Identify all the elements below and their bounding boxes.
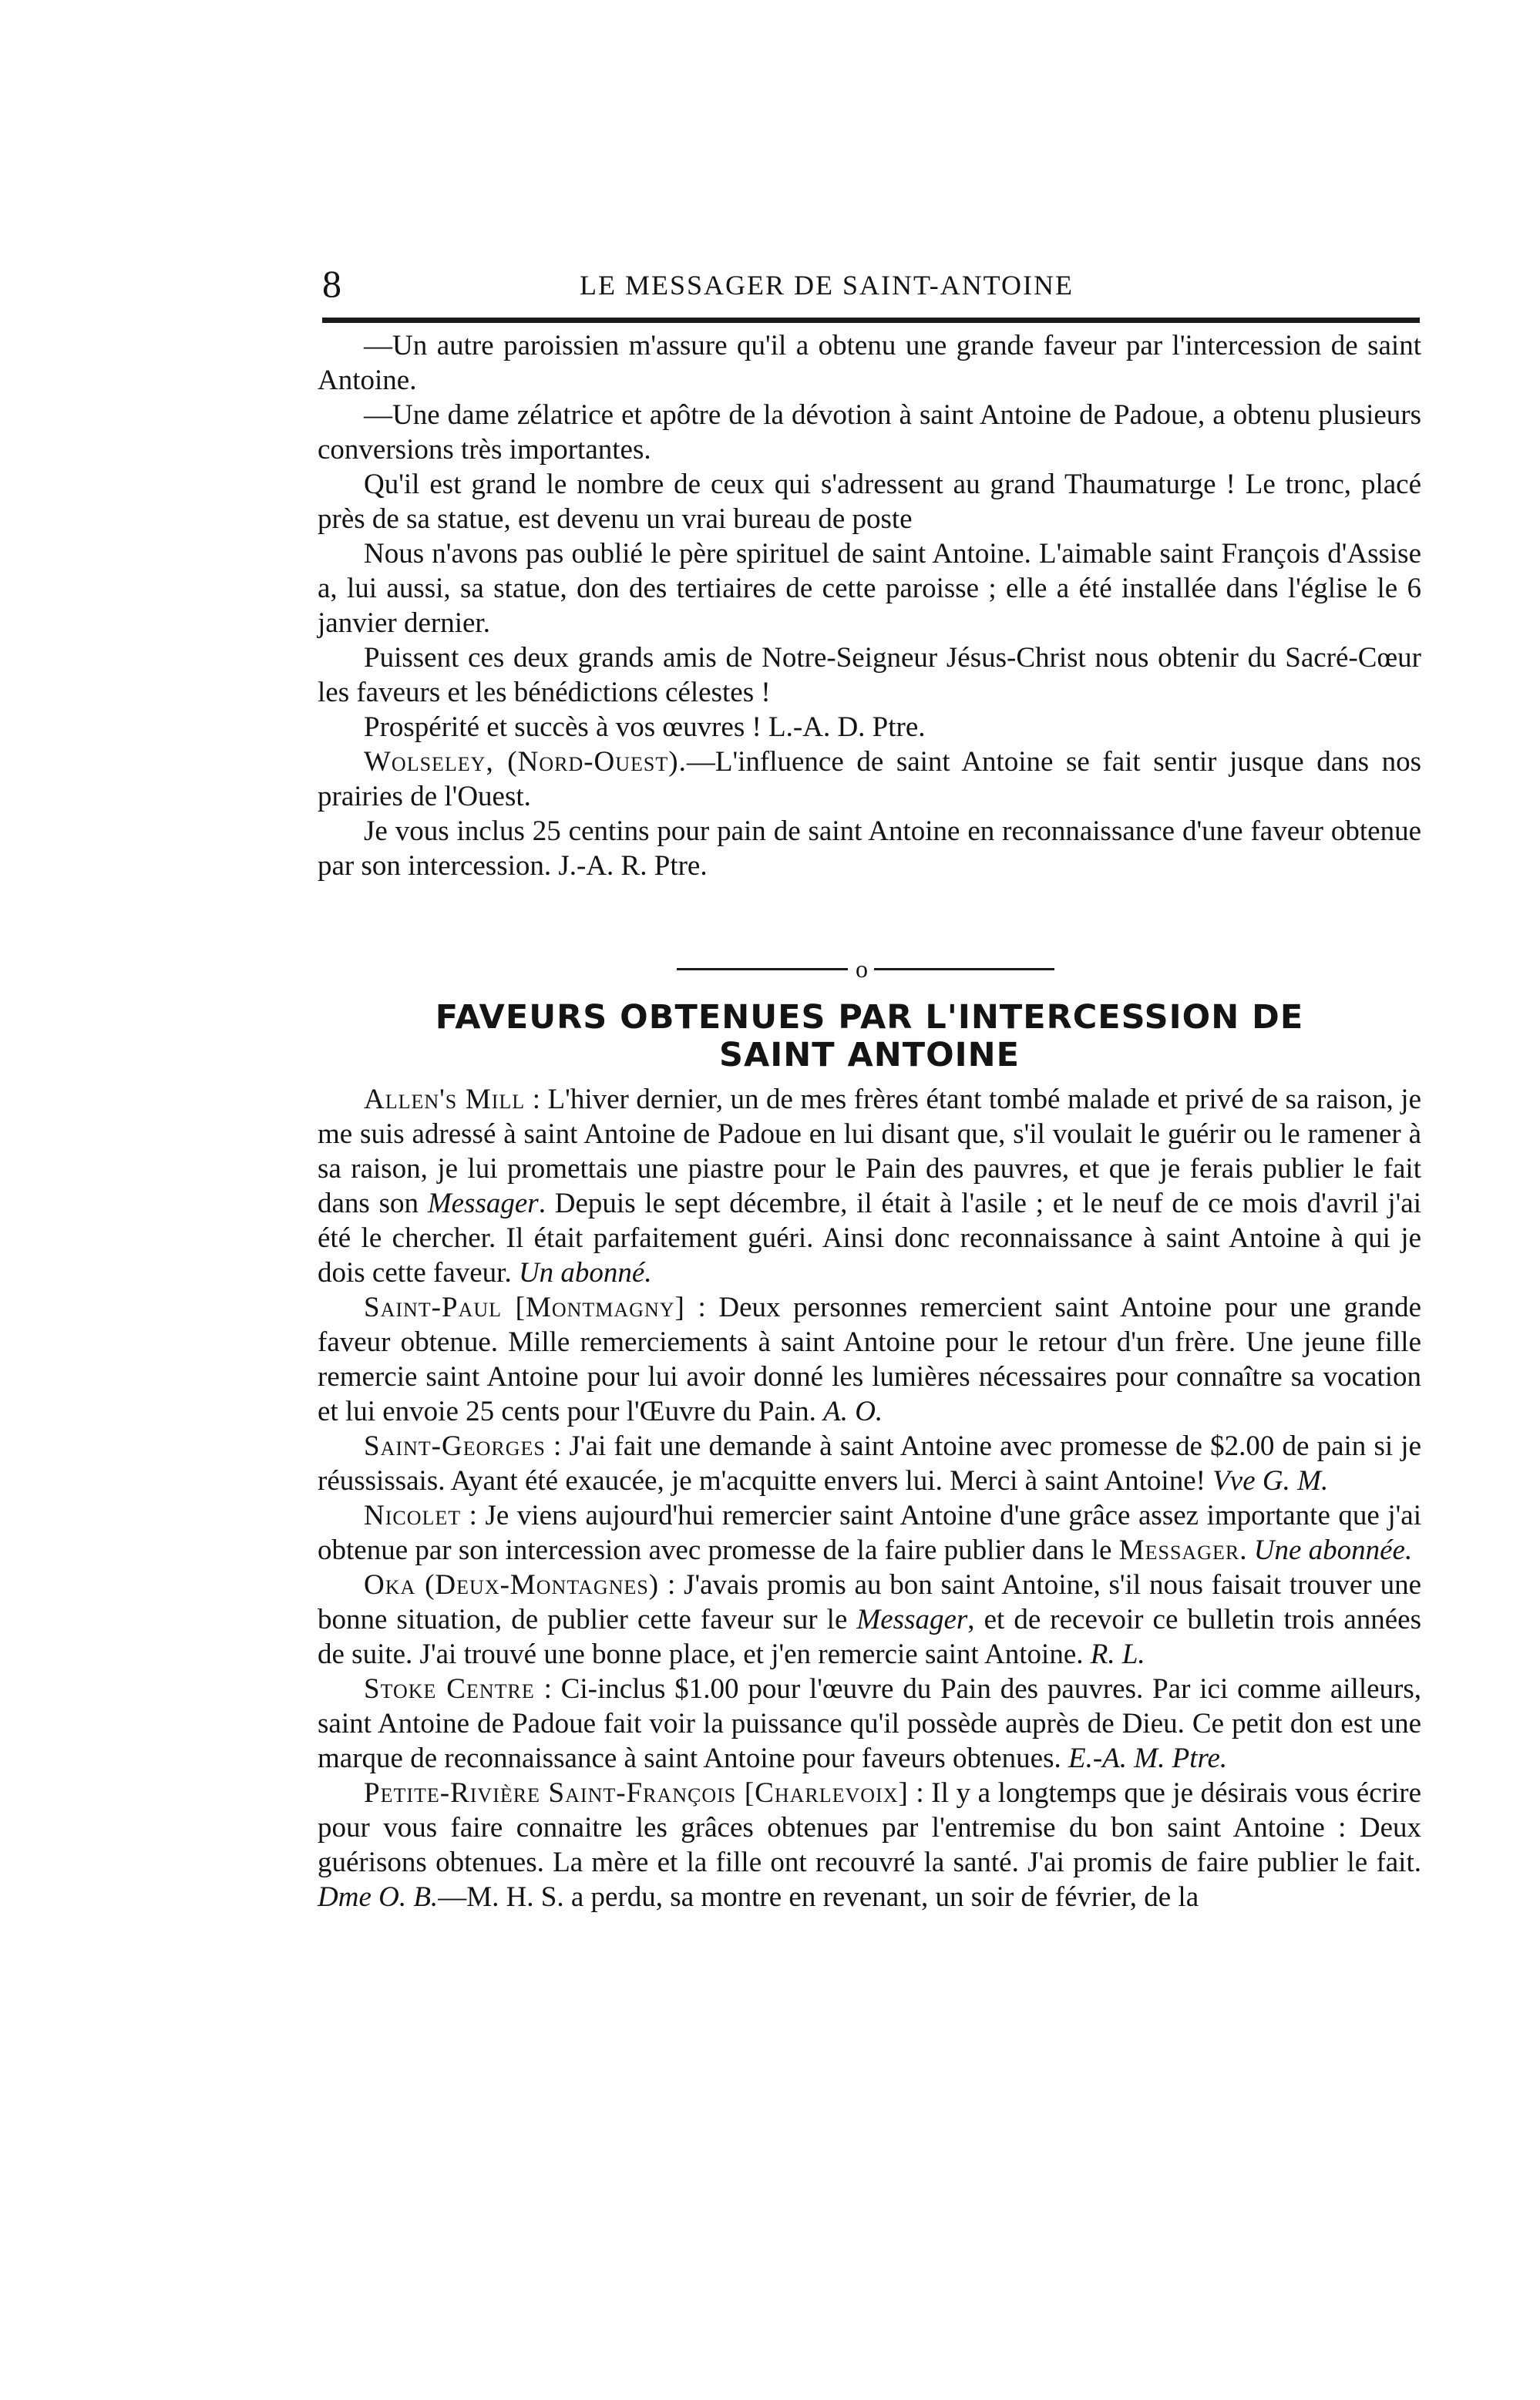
place-name: Stoke Centre [364, 1673, 535, 1705]
favour-entry [318, 1082, 1421, 1290]
place-name: Allen's Mill [364, 1084, 526, 1115]
signature: E.-A. M. Ptre. [1068, 1743, 1228, 1774]
favour-entry [318, 1290, 1421, 1429]
paragraph [318, 536, 1421, 640]
favour-entry [318, 1498, 1421, 1568]
place-name: Nicolet [364, 1500, 462, 1531]
place-name: Saint-Paul [Montmagny] [364, 1292, 685, 1323]
publication-name: Messager [1118, 1534, 1240, 1566]
separator-ornament: o [856, 955, 868, 983]
section-heading [318, 999, 1421, 1074]
letter-continuation [318, 328, 1421, 883]
entry-text: : Ci-inclus $1.00 pour l'œuvre du Pain des pauvres. Par ici comme ailleurs, saint Antoine de Padoue fait voir la puissance qu'il possède auprès de Dieu. Ce petit don est une marque de reconnaissance à saint Antoine pour faveurs obtenues. [318, 1673, 1421, 1774]
entry-text: : L'hiver dernier, un de mes frères étant tombé malade et privé de sa raison, je me suis adressé à saint Antoine de Padoue en lui disant que, s'il voulait le guérir ou le ramener à sa raison, je lui promettais une piastre pour le Pain des pauvres, et que je ferais publier le fait dans son [318, 1084, 1421, 1219]
favour-entry [318, 1568, 1421, 1672]
paragraph-text: Nous n'avons pas oublié le père spirituel de saint Antoine. L'aimable saint François d'Assise a, lui aussi, sa statue, don des tertiaires de cette paroisse ; elle a été installée dans l'église le 6 janvier dernier. [318, 538, 1421, 639]
signature: R. L. [1090, 1639, 1145, 1670]
entry-text-continued: —M. H. S. a perdu, sa montre en revenant, un soir de février, de la [438, 1881, 1199, 1913]
entry-text: : Il y a longtemps que je désirais vous écrire pour vous faire connaitre les grâces obtenues par l'entremise du bon saint Antoine : Deux guérisons obtenues. La mère et la fille ont recouvré la santé. J'ai promis de faire publier le fait. [318, 1777, 1421, 1878]
favours-list [318, 1082, 1421, 1914]
running-title: LE MESSAGER DE SAINT-ANTOINE [580, 270, 1074, 301]
paragraph [318, 745, 1421, 814]
place-name: Oka (Deux-Montagnes) [364, 1569, 660, 1601]
signature: Vve G. M. [1212, 1465, 1329, 1497]
signature: Une abonnée. [1253, 1534, 1413, 1566]
signature: Dme O. B. [318, 1881, 439, 1913]
paragraph-text: —L'influence de saint Antoine se fait sentir jusque dans nos prairies de l'Ouest. [318, 746, 1422, 812]
entry-text: : J'avais promis au bon saint Antoine, s'il nous faisait trouver une bonne situation, de publier cette faveur sur le [318, 1569, 1421, 1635]
entry-text-continued: . Depuis le sept décembre, il était à l'asile ; et le neuf de ce mois d'avril j'ai été le chercher. Il était parfaitement guéri. Ainsi donc reconnaissance à saint Antoine à qui je dois cette faveur. [318, 1188, 1421, 1289]
paragraph [318, 328, 1421, 398]
entry-text: : Je viens aujourd'hui remercier saint Antoine d'une grâce assez importante que j'ai obtenue par son intercession avec promesse de la faire publier dans le [318, 1500, 1421, 1566]
paragraph-text: Prospérité et succès à vos œuvres ! L.-A. D. Ptre. [364, 711, 926, 743]
section-heading-line-2: SAINT ANTOINE [718, 1036, 1021, 1074]
header-rule [322, 318, 1420, 323]
entry-text: : J'ai fait une demande à saint Antoine avec promesse de $2.00 de pain si je réussissais. Ayant été exaucée, je m'acquitte envers lui. Merci à saint Antoine! [318, 1430, 1421, 1497]
section-heading-line-1: FAVEURS OBTENUES PAR L'INTERCESSION DE [435, 998, 1304, 1037]
favour-entry [318, 1776, 1421, 1914]
paragraph [318, 467, 1421, 536]
page-header [322, 259, 1420, 308]
paragraph-text: Qu'il est grand le nombre de ceux qui s'adressent au grand Thaumaturge ! Le tronc, placé près de sa statue, est devenu un vrai bureau de poste [318, 469, 1421, 535]
place-name: Petite-Rivière Saint-François [Charlevoix] [364, 1777, 909, 1809]
paragraph [318, 814, 1421, 883]
entry-text-continued: , et de recevoir ce bulletin trois années de suite. J'ai trouvé une bonne place, et j'en remercie saint Antoine. [318, 1604, 1421, 1670]
signature: A. O. [823, 1396, 883, 1427]
paragraph [318, 398, 1421, 467]
paragraph [318, 640, 1421, 710]
separator-line-left [677, 968, 848, 970]
favour-entry [318, 1429, 1421, 1498]
separator-line-right [874, 968, 1054, 970]
favour-entry [318, 1672, 1421, 1776]
publication-name: Messager [856, 1604, 968, 1635]
entry-text-continued: . [1239, 1534, 1254, 1566]
paragraph [318, 710, 1421, 745]
paragraph-text: —Une dame zélatrice et apôtre de la dévotion à saint Antoine de Padoue, a obtenu plusieurs conversions très importantes. [318, 399, 1421, 466]
entry-text: : Deux personnes remercient saint Antoine pour une grande faveur obtenue. Mille remerciements à saint Antoine pour le retour d'un frère. Une jeune fille remercie saint Antoine pour lui avoir donné les lumières nécessaires pour connaître sa vocation et lui envoie 25 cents pour l'Œuvre du Pain. [318, 1292, 1421, 1427]
publication-name: Messager [427, 1188, 539, 1219]
paragraph-text: Puissent ces deux grands amis de Notre-Seigneur Jésus-Christ nous obtenir du Sacré-Cœur les faveurs et les bénédictions célestes ! [318, 642, 1421, 708]
place-name: Wolseley, (Nord-Ouest). [364, 746, 687, 778]
signature: Un abonné. [518, 1257, 652, 1289]
place-name: Saint-Georges [364, 1430, 546, 1462]
paragraph-text: Je vous inclus 25 centins pour pain de saint Antoine en reconnaissance d'une faveur obtenue par son intercession. J.-A. R. Ptre. [318, 815, 1421, 882]
page-number: 8 [322, 262, 341, 305]
paragraph-text: —Un autre paroissien m'assure qu'il a obtenu une grande faveur par l'intercession de saint Antoine. [318, 330, 1421, 396]
section-separator [677, 953, 1054, 983]
